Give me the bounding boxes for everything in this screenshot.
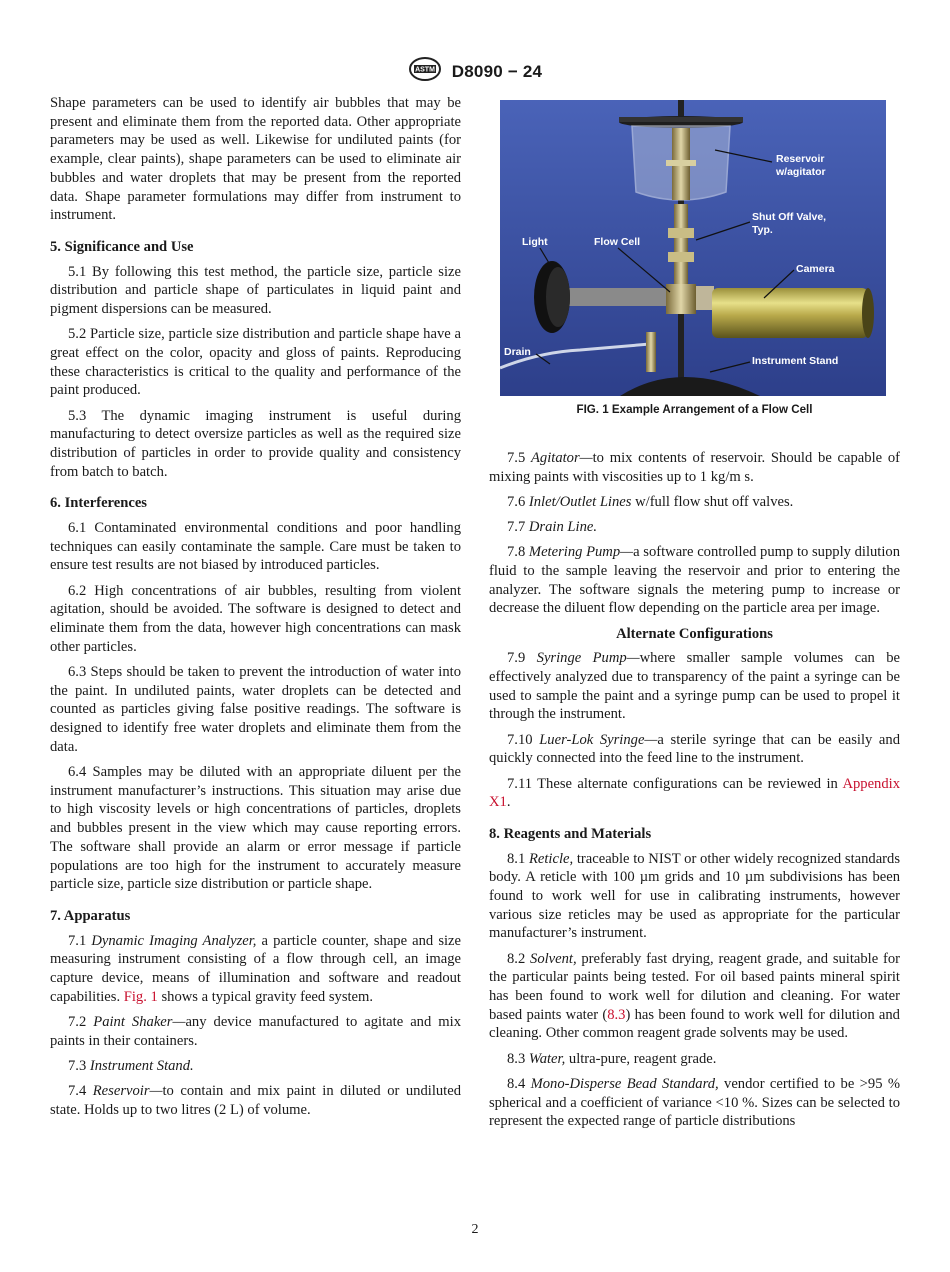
para-7-7: 7.7 Drain Line.: [507, 519, 597, 536]
page-header: [0, 56, 950, 87]
para-8-4: 8.4 Mono-Disperse Bead Standard, vendor certified to be >95 % spherical and a coefficient of variance <10 %. Sizes can be selected to represent the expected range of particle distributions: [489, 1075, 900, 1130]
para-7-3: 7.3 Instrument Stand.: [68, 1057, 194, 1074]
section-7-heading: 7. Apparatus: [50, 907, 131, 924]
label-instrument-stand: Instrument Stand: [752, 355, 839, 367]
label-drain: Drain: [504, 346, 531, 358]
astm-logo-icon: [408, 56, 442, 87]
para-5-1: 5.1 By following this test method, the particle size, particle size distribution and particle shape of particulates in liquid paint and pigment dispersions can be measured.: [50, 263, 461, 318]
para-7-5: 7.5 Agitator—to mix contents of reservoir. Should be capable of mixing paints with viscosities up to 1 kg/m s.: [489, 450, 901, 485]
document-designation: D8090 − 24: [451, 61, 543, 81]
para-5-2: 5.2 Particle size, particle size distribution and particle shape have a great effect on the color, opacity and gloss of paints. Reproducing these characteristics is critical to the quality and performance of the paint produced.: [50, 326, 461, 399]
para-5-3: 5.3 The dynamic imaging instrument is useful during manufacturing to detect oversize particles as well as the required size distribution of particles in order to provide quality and consistency from batch to batch.: [50, 407, 461, 480]
para-6-2: 6.2 High concentrations of air bubbles, resulting from violent agitation, should be avoided. The software is designed to detect and eliminate them from the data, however high concentrations can mask other particles.: [50, 582, 461, 655]
label-valve-2: Typ.: [752, 224, 773, 236]
label-light: Light: [522, 236, 548, 248]
para-7-9: 7.9 Syringe Pump—where smaller sample volumes can be effectively analyzed due to transparency of the paint a syringe can be used to sample the paint and a syringe pump can be used to propel it through the instrument.: [489, 650, 900, 723]
label-reservoir-2: w/agitator: [776, 166, 826, 178]
figure-caption: FIG. 1 Example Arrangement of a Flow Cell: [576, 403, 813, 416]
section-5-heading: 5. Significance and Use: [50, 238, 194, 255]
svg-text:ASTM: ASTM: [414, 66, 435, 74]
label-camera: Camera: [796, 263, 835, 275]
para-7-10: 7.10 Luer-Lok Syringe—a sterile syringe that can be easily and quickly connected into the feed line to the instrument.: [489, 731, 901, 767]
left-column: [50, 94, 461, 1126]
para-7-11: 7.11 These alternate configurations can be reviewed in Appendix X1.: [489, 775, 900, 811]
para-7-8: 7.8 Metering Pump—a software controlled pump to supply dilution fluid to the sample leaving the reservoir and prior to entering the analyzer. The software signals the metering pump to increase or decrease the diluent flow depending on the particle area per image.: [489, 544, 901, 617]
para-6-1: 6.1 Contaminated environmental conditions and poor handling techniques can easily contaminate the sample. Care must be taken to ensure test results are not biased by introduced particles.: [50, 520, 461, 574]
appendix-x1-link[interactable]: Appendix X1: [489, 775, 900, 811]
section-8-3-link[interactable]: 8.3: [607, 1006, 626, 1023]
para-7-4: 7.4 Reservoir—to contain and mix paint in diluted or undiluted state. Holds up to two litres (2 L) of volume.: [50, 1083, 462, 1118]
para-8-1: 8.1 Reticle, traceable to NIST or other widely recognized standards body. A reticle with 100 µm grids and 10 µm subdivisions has been found to work well for use in calibrating instruments, however various size reticles may be used as appropriate for the particular manufacturer’s instrument.: [489, 850, 901, 942]
figure-1-photo: [500, 100, 886, 396]
para-8-3: 8.3 Water, ultra-pure, reagent grade.: [507, 1050, 717, 1067]
label-valve: Shut Off Valve,: [752, 211, 827, 223]
fig-1-link[interactable]: Fig. 1: [123, 988, 158, 1005]
section-8-heading: 8. Reagents and Materials: [489, 825, 652, 842]
section-6-heading: 6. Interferences: [50, 495, 147, 512]
para-6-3: 6.3 Steps should be taken to prevent the introduction of water into the paint. In undiluted paints, water droplets can be detected and counted as particles giving false positive readings. The software is designed to identify free water droplets and eliminate them from the data.: [50, 663, 461, 755]
label-reservoir: Reservoir: [776, 153, 825, 165]
para-7-6: 7.6 Inlet/Outlet Lines w/full flow shut off valves.: [507, 493, 794, 510]
para-7-1: 7.1 Dynamic Imaging Analyzer, a particle counter, shape and size measuring instrument consisting of a flow through cell, an image capture device, means of illumination and software and readout capabilities. Fig. 1 shows a typical gravity feed system.: [50, 932, 462, 1005]
alternate-configurations-heading: Alternate Configurations: [616, 625, 773, 642]
right-column: [489, 449, 900, 1138]
intro-paragraph: Shape parameters can be used to identify air bubbles that may be present and eliminate them from the reported data. Other appropriate parameters may be used as well. Likewise for undiluted paints (for example, clear paints), shape parameters can be used to eliminate air bubbles and water droplets that may be present from the reported data. Shape parameter formulations may differ from instrument to instrument.: [50, 95, 461, 224]
page-number: 2: [471, 1222, 479, 1237]
para-6-4: 6.4 Samples may be diluted with an appropriate diluent per the instrument manufacturer’s instructions. This situation may arise due to high viscosity levels or high concentrations of particles, droplets and bubbles present in the view which may cause reporting errors. The software shall provide an alarm or error message if particle populations are too high for the instrument to accurately measure particle size, particle size distribution or particle shape.: [50, 764, 461, 893]
para-8-2: 8.2 Solvent, preferably fast drying, reagent grade, and suitable for the particular paints being tested. For oil based paints mineral spirit has been found to work well for dilution and cleaning. For water based paints water (8.3) has been found to work well for dilution and cleaning. Other common reagent grade solvents may be used.: [489, 950, 900, 1042]
para-7-2: 7.2 Paint Shaker—any device manufactured to agitate and mix paints in their containers.: [50, 1013, 461, 1049]
label-flow-cell: Flow Cell: [594, 236, 641, 248]
